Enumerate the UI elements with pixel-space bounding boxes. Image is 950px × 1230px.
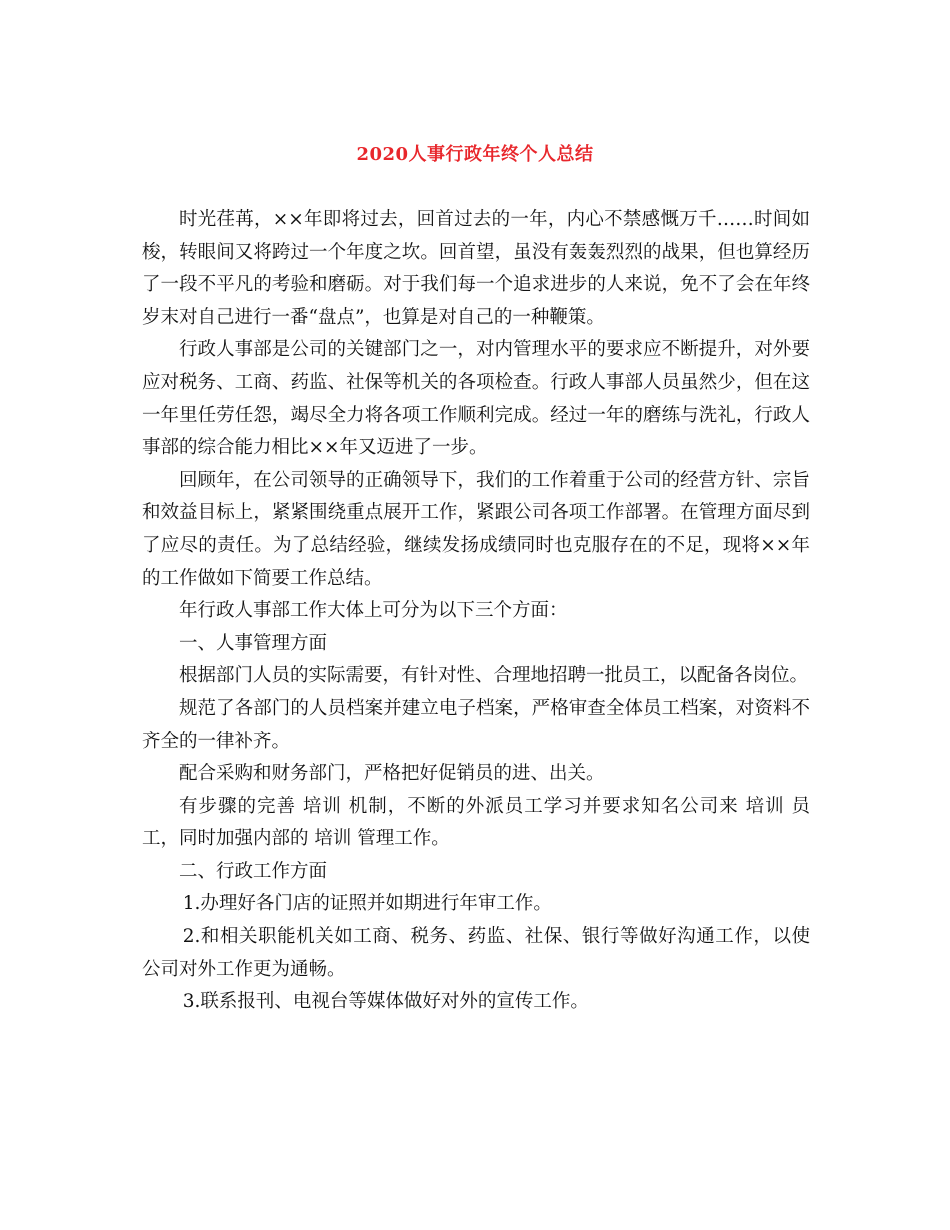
list-item-communication: 2.和相关职能机关如工商、税务、药监、社保、银行等做好沟通工作，以使公司对外工作更为通畅。 [142, 926, 810, 980]
paragraph-department: 行政人事部是公司的关键部门之一，对内管理水平的要求应不断提升，对外要应对税务、工商、药监、社保等机关的各项检查。行政人事部人员虽然少，但在这一年里任劳任怨，竭尽全力将各项工作顺利完成。经过一年的磨练与洗礼，行政人事部的综合能力相比××年又迈进了一步。 [142, 339, 810, 459]
paragraph-archives: 规范了各部门的人员档案并建立电子档案，严格审查全体员工档案，对资料不齐全的一律补齐。 [142, 697, 810, 752]
paragraph-intro: 时光荏苒，××年即将过去，回首过去的一年，内心不禁感慨万千……时间如梭，转眼间又将跨过一个年度之坎。回首望，虽没有轰轰烈烈的战果，但也算经历了一段不平凡的考验和磨砺。对于我们每一个追求进步的人来说，免不了会在年终岁末对自己进行一番“盘点”，也算是对自己的一种鞭策。 [142, 209, 810, 328]
section-heading-admin: 二、行政工作方面 [179, 860, 328, 882]
list-item-publicity: 3.联系报刊、电视台等媒体做好对外的宣传工作。 [182, 991, 589, 1013]
paragraph-promoters: 配合采购和财务部门，严格把好促销员的进、出关。 [179, 763, 605, 785]
paragraph-recruitment: 根据部门人员的实际需要，有针对性、合理地招聘一批员工，以配备各岗位。 [179, 665, 809, 687]
list-item-licenses: 1.办理好各门店的证照并如期进行年审工作。 [182, 893, 552, 915]
document-body [142, 204, 810, 1019]
section-heading-hr: 一、人事管理方面 [179, 632, 328, 654]
document-title: 2020人事行政年终个人总结 [356, 144, 594, 165]
paragraph-review: 回顾年，在公司领导的正确领导下，我们的工作着重于公司的经营方针、宗旨和效益目标上，紧紧围绕重点展开工作，紧跟公司各项工作部署。在管理方面尽到了应尽的责任。为了总结经验，继续发扬成绩同时也克服存在的不足，现将××年的工作做如下简要工作总结。 [142, 469, 810, 589]
paragraph-overview: 年行政人事部工作大体上可分为以下三个方面： [179, 600, 568, 622]
paragraph-training: 有步骤的完善 培训 机制，不断的外派员工学习并要求知名公司来 培训 员工，同时加强内部的 培训 管理工作。 [142, 795, 810, 850]
